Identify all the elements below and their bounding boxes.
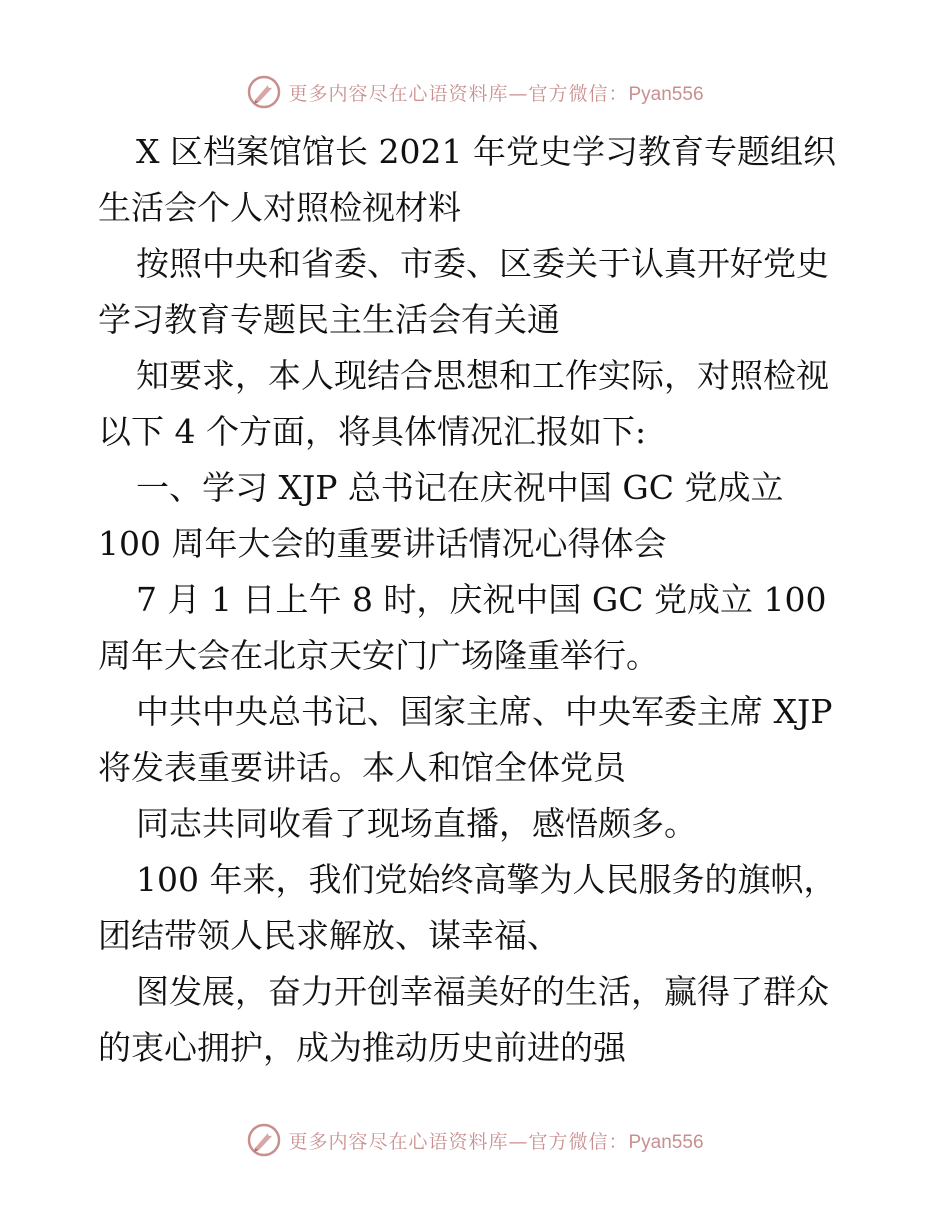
paragraph-line: 将发表重要讲话。本人和馆全体党员 [98,748,626,787]
paragraph-line: 100 年来，我们党始终高擎为人民服务的旗帜， [136,860,837,899]
paragraph [98,964,858,1076]
paragraph-line: 的衷心拥护，成为推动历史前进的强 [98,1028,626,1067]
paragraph-line: 团结带领人民求解放、谋幸福、 [98,916,560,955]
pen-logo-icon [246,1122,282,1158]
footer-watermark [0,1120,950,1160]
pen-logo-icon [246,74,282,110]
paragraph-line: 一、学习 XJP 总书记在庆祝中国 GC 党成立 [136,468,784,507]
paragraph [98,684,858,796]
paragraph [98,796,858,852]
paragraph-line: 生活会个人对照检视材料 [98,188,461,227]
paragraph-line: 学习教育专题民主生活会有关通 [98,300,560,339]
paragraph-title [98,124,858,236]
paragraph [98,236,858,348]
paragraph-line: 中共中央总书记、国家主席、中央军委主席 XJP [136,692,833,731]
watermark-text: 更多内容尽在心语资料库—官方微信：Pyan556 [288,1130,704,1153]
paragraph-line: 以下 4 个方面，将具体情况汇报如下: [98,412,647,451]
paragraph-line: 知要求，本人现结合思想和工作实际，对照检视 [136,356,829,395]
paragraph-line: 图发展，奋力开创幸福美好的生活，赢得了群众 [136,972,829,1011]
paragraph [98,572,858,684]
paragraph-line: 按照中央和省委、市委、区委关于认真开好党史 [136,244,829,283]
paragraph-line: 同志共同收看了现场直播，感悟颇多。 [136,804,697,843]
paragraph [98,348,858,460]
paragraph [98,852,858,964]
paragraph-line: 周年大会在北京天安门广场隆重举行。 [98,636,659,675]
paragraph-line: 7 月 1 日上午 8 时，庆祝中国 GC 党成立 100 [136,580,827,619]
section-heading [98,460,858,572]
header-watermark [0,72,950,112]
paragraph-line: X 区档案馆馆长 2021 年党史学习教育专题组织 [136,132,836,171]
paragraph-line: 100 周年大会的重要讲话情况心得体会 [98,524,667,563]
document-body [98,124,858,1076]
watermark-text: 更多内容尽在心语资料库—官方微信：Pyan556 [288,82,704,105]
